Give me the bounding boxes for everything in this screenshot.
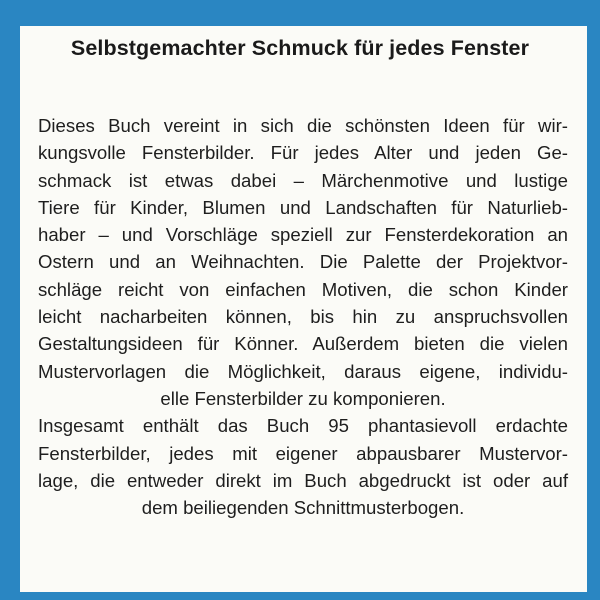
blurb-text bbox=[38, 112, 568, 521]
blurb-line: Fensterbilder, jedes mit eigener abpausbarer Mustervor- bbox=[38, 442, 568, 464]
blue-border-bottom bbox=[0, 592, 600, 600]
blurb-line: Tiere für Kinder, Blumen und Landschaften für Naturlieb- bbox=[38, 196, 568, 218]
blurb-line: schläge reicht von einfachen Motiven, die schon Kinder bbox=[38, 278, 568, 300]
blue-border-top bbox=[0, 0, 600, 26]
blurb-line: elle Fensterbilder zu komponieren. bbox=[160, 387, 446, 409]
blurb-line: lage, die entweder direkt im Buch abgedruckt ist oder auf bbox=[38, 469, 568, 491]
blurb-line: Insgesamt enthält das Buch 95 phantasievoll erdachte bbox=[38, 415, 568, 437]
blurb-line: kungsvolle Fensterbilder. Für jedes Alter und jeden Ge- bbox=[38, 142, 568, 164]
blurb-line: dem beiliegenden Schnittmusterbogen. bbox=[141, 497, 465, 519]
blurb-line: Gestaltungsideen für Könner. Außerdem bieten die vielen bbox=[38, 333, 568, 355]
blurb-line: haber – und Vorschläge speziell zur Fensterdekoration an bbox=[38, 224, 568, 246]
blurb-line: Dieses Buch vereint in sich die schönsten Ideen für wir- bbox=[38, 115, 568, 136]
page-title: Selbstgemachter Schmuck für jedes Fenster bbox=[70, 36, 530, 60]
blurb-line: schmack ist etwas dabei – Märchenmotive und lustige bbox=[38, 169, 568, 191]
blurb-line: Mustervorlagen die Möglichkeit, daraus eigene, individu- bbox=[38, 360, 568, 382]
blue-border-right bbox=[587, 0, 600, 600]
blurb-line: Ostern und an Weihnachten. Die Palette der Projektvor- bbox=[38, 251, 568, 273]
blurb-line: leicht nacharbeiten können, bis hin zu anspruchsvollen bbox=[38, 306, 568, 328]
blue-border-left bbox=[0, 0, 20, 600]
